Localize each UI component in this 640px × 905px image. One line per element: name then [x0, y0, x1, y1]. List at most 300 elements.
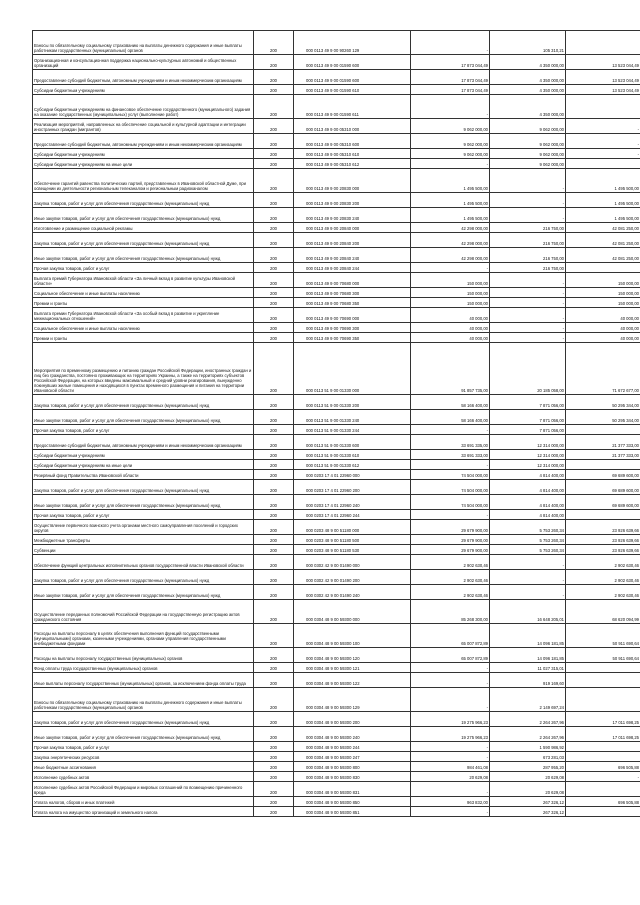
row-approved-cell: 33 691 333,00 — [411, 450, 490, 460]
row-executed-cell: 2 264 267,96 — [490, 727, 566, 742]
row-kbk-cell: 000 0203 48 9 00 51180 500 — [294, 535, 411, 545]
row-remaining-cell: 69 689 600,00 — [566, 495, 640, 510]
row-approved-cell: 33 691 335,00 — [411, 435, 490, 450]
row-remaining-cell: 42 081 250,00 — [566, 248, 640, 263]
row-name-cell: Взносы по обязательному социальному страхованию на выплаты денежного содержания и иные выплаты работникам государственных (муниципальных) органов — [33, 31, 254, 55]
row-kbk-cell: 000 0304 48 9 00 59300 800 — [294, 762, 411, 772]
row-code-cell: 200 — [254, 273, 294, 288]
row-approved-cell: 20 629,08 — [411, 772, 490, 782]
row-kbk-cell: 000 0113 51 9 00 01330 240 — [294, 410, 411, 425]
table-row — [33, 159, 640, 169]
row-remaining-cell: 2 902 630,46 — [566, 585, 640, 600]
row-code-cell: 200 — [254, 85, 294, 95]
row-approved-cell: - — [411, 752, 490, 762]
table-row — [33, 585, 640, 600]
row-remaining-cell: 1 495 500,00 — [566, 208, 640, 223]
row-name-cell: Исполнение судебных актов Российской Федерации и мировых соглашений по возмещению причиненного вреда — [33, 782, 254, 797]
row-name-cell: Уплата налога на имущество организаций и земельного налога — [33, 807, 254, 817]
row-code-cell: 200 — [254, 343, 294, 395]
row-remaining-cell: 17 011 698,25 — [566, 727, 640, 742]
table-row — [33, 673, 640, 688]
table-row — [33, 555, 640, 570]
row-executed-cell: - — [490, 570, 566, 585]
table-row — [33, 95, 640, 119]
row-remaining-cell — [566, 460, 640, 470]
row-kbk-cell: 000 0113 49 9 00 90260 129 — [294, 31, 411, 55]
row-executed-cell: 7 871 056,00 — [490, 410, 566, 425]
row-kbk-cell: 000 0113 49 9 00 70680 000 — [294, 273, 411, 288]
row-remaining-cell: 150 000,00 — [566, 298, 640, 308]
row-kbk-cell: 000 0302 42 9 00 01490 000 — [294, 555, 411, 570]
table-row — [33, 807, 640, 817]
row-remaining-cell: 69 689 600,00 — [566, 470, 640, 480]
row-code-cell: 200 — [254, 298, 294, 308]
row-approved-cell: - — [411, 263, 490, 273]
row-executed-cell: 216 750,00 — [490, 233, 566, 248]
row-approved-cell: 74 504 000,00 — [411, 495, 490, 510]
table-row — [33, 193, 640, 208]
row-approved-cell: 9 062 000,00 — [411, 149, 490, 159]
row-executed-cell: 9 062 000,00 — [490, 149, 566, 159]
row-approved-cell: 150 000,00 — [411, 298, 490, 308]
row-kbk-cell: 000 0113 49 9 00 01590 611 — [294, 95, 411, 119]
row-kbk-cell: 000 0203 17 4 01 22960 240 — [294, 495, 411, 510]
row-code-cell: 200 — [254, 752, 294, 762]
row-code-cell: 200 — [254, 119, 294, 134]
row-kbk-cell: 000 0304 48 9 00 59300 851 — [294, 807, 411, 817]
table-row — [33, 263, 640, 273]
row-name-cell: Фонд оплаты труда государственных (муниципальных) органов — [33, 663, 254, 673]
row-name-cell: Предоставление субсидий бюджетным, автономным учреждениям и иным некоммерческим организациям — [33, 134, 254, 149]
table-row — [33, 298, 640, 308]
row-code-cell: 200 — [254, 495, 294, 510]
table-row — [33, 624, 640, 648]
table-row — [33, 223, 640, 233]
row-executed-cell: - — [490, 193, 566, 208]
row-name-cell: Иные закупки товаров, работ и услуг для обеспечения государственных (муниципальных) нужд — [33, 248, 254, 263]
row-approved-cell: 963 832,00 — [411, 797, 490, 807]
row-code-cell: 200 — [254, 535, 294, 545]
row-name-cell: Премии и гранты — [33, 298, 254, 308]
row-name-cell: Межбюджетные трансферты — [33, 535, 254, 545]
row-code-cell: 200 — [254, 425, 294, 435]
row-executed-cell: 20 185 058,00 — [490, 343, 566, 395]
row-remaining-cell: 50 295 344,00 — [566, 395, 640, 410]
row-executed-cell: 4 350 000,00 — [490, 70, 566, 85]
row-remaining-cell: 13 523 044,49 — [566, 85, 640, 95]
row-code-cell: 200 — [254, 169, 294, 193]
row-code-cell: 200 — [254, 134, 294, 149]
table-row — [33, 742, 640, 752]
row-approved-cell: 9 062 000,00 — [411, 134, 490, 149]
row-name-cell: Субвенции — [33, 545, 254, 555]
row-executed-cell: 20 629,08 — [490, 782, 566, 797]
row-name-cell: Прочая закупка товаров, работ и услуг — [33, 742, 254, 752]
budget-execution-table — [32, 30, 640, 817]
row-remaining-cell: 40 000,00 — [566, 333, 640, 343]
row-approved-cell: 2 902 630,46 — [411, 555, 490, 570]
row-name-cell: Осуществление первичного воинского учета органами местного самоуправления поселений и городских округов — [33, 520, 254, 535]
row-code-cell: 200 — [254, 570, 294, 585]
row-kbk-cell: 000 0304 48 9 00 59300 129 — [294, 688, 411, 712]
row-kbk-cell: 000 0113 49 9 00 20840 200 — [294, 233, 411, 248]
row-code-cell: 200 — [254, 470, 294, 480]
row-approved-cell: 42 298 000,00 — [411, 223, 490, 233]
row-name-cell: Закупка товаров, работ и услуг для обеспечения государственных (муниципальных) нужд — [33, 193, 254, 208]
row-name-cell: Закупка товаров, работ и услуг для обеспечения государственных (муниципальных) нужд — [33, 233, 254, 248]
table-row — [33, 435, 640, 450]
row-approved-cell: 984 461,08 — [411, 762, 490, 772]
row-remaining-cell: 17 011 698,25 — [566, 712, 640, 727]
row-kbk-cell: 000 0304 48 9 00 59300 831 — [294, 782, 411, 797]
table-row — [33, 208, 640, 223]
row-remaining-cell — [566, 510, 640, 520]
row-name-cell: Субсидии бюджетным учреждениям на иные цели — [33, 460, 254, 470]
row-name-cell: Закупка энергетических ресурсов — [33, 752, 254, 762]
row-code-cell: 200 — [254, 762, 294, 772]
row-remaining-cell — [566, 673, 640, 688]
row-approved-cell: - — [411, 425, 490, 435]
table-row — [33, 308, 640, 323]
row-remaining-cell — [566, 742, 640, 752]
row-executed-cell: 267 326,12 — [490, 797, 566, 807]
row-name-cell: Иные закупки товаров, работ и услуг для обеспечения государственных (муниципальных) нужд — [33, 495, 254, 510]
row-code-cell: 200 — [254, 545, 294, 555]
row-code-cell: 200 — [254, 772, 294, 782]
row-remaining-cell — [566, 663, 640, 673]
row-executed-cell: - — [490, 585, 566, 600]
row-code-cell: 200 — [254, 95, 294, 119]
row-approved-cell: 85 268 300,00 — [411, 600, 490, 624]
table-row — [33, 31, 640, 55]
row-kbk-cell: 000 0304 48 9 00 59300 850 — [294, 797, 411, 807]
row-name-cell: Иные закупки товаров, работ и услуг для обеспечения государственных (муниципальных) нужд — [33, 585, 254, 600]
table-row — [33, 772, 640, 782]
row-kbk-cell: 000 0302 42 9 00 01490 240 — [294, 585, 411, 600]
row-approved-cell: 29 679 900,00 — [411, 520, 490, 535]
row-executed-cell: 216 750,00 — [490, 248, 566, 263]
table-row — [33, 663, 640, 673]
row-approved-cell: 65 007 872,89 — [411, 624, 490, 648]
row-executed-cell: 5 753 260,34 — [490, 520, 566, 535]
row-approved-cell: - — [411, 688, 490, 712]
row-executed-cell: - — [490, 555, 566, 570]
row-remaining-cell — [566, 31, 640, 55]
row-executed-cell: 4 350 000,00 — [490, 85, 566, 95]
row-name-cell: Закупка товаров, работ и услуг для обеспечения государственных (муниципальных) нужд — [33, 712, 254, 727]
table-row — [33, 570, 640, 585]
row-approved-cell: - — [411, 807, 490, 817]
row-kbk-cell: 000 0304 48 9 00 59300 200 — [294, 712, 411, 727]
row-kbk-cell: 000 0304 48 9 00 59300 240 — [294, 727, 411, 742]
row-remaining-cell — [566, 95, 640, 119]
row-approved-cell: 17 873 044,49 — [411, 85, 490, 95]
row-kbk-cell: 000 0304 48 9 00 59300 120 — [294, 648, 411, 663]
row-remaining-cell — [566, 688, 640, 712]
row-code-cell: 200 — [254, 600, 294, 624]
row-code-cell: 200 — [254, 450, 294, 460]
row-remaining-cell: 42 081 250,00 — [566, 233, 640, 248]
row-code-cell: 200 — [254, 688, 294, 712]
row-code-cell: 200 — [254, 742, 294, 752]
table-row — [33, 480, 640, 495]
row-remaining-cell: 696 505,88 — [566, 797, 640, 807]
row-kbk-cell: 000 0113 49 9 00 20840 000 — [294, 223, 411, 233]
table-row — [33, 762, 640, 772]
row-code-cell: 200 — [254, 159, 294, 169]
row-name-cell: Мероприятия по временному размещению и питанию граждан Российской Федерации, иностранных граждан и лиц без гражданства, постоянно проживающих на территориях Украины, а также на территориях субъектов Российской Федерации, на которых введены максимальный и средний уровни реагирования, вынужденно покинувших жилые помещения и находящихся в пунктах временного размещения и питания на территории Ивановской области — [33, 343, 254, 395]
row-name-cell: Иные закупки товаров, работ и услуг для обеспечения государственных (муниципальных) нужд — [33, 208, 254, 223]
row-executed-cell: 9 062 000,00 — [490, 159, 566, 169]
row-kbk-cell: 000 0113 51 9 00 01330 000 — [294, 343, 411, 395]
row-kbk-cell: 000 0304 48 9 00 59300 121 — [294, 663, 411, 673]
row-code-cell: 200 — [254, 480, 294, 495]
row-kbk-cell: 000 0113 51 9 00 01330 200 — [294, 395, 411, 410]
row-remaining-cell: - — [566, 134, 640, 149]
row-remaining-cell: 2 902 630,46 — [566, 555, 640, 570]
table-row — [33, 248, 640, 263]
row-code-cell: 200 — [254, 727, 294, 742]
row-code-cell: 200 — [254, 648, 294, 663]
row-executed-cell: 5 753 260,34 — [490, 535, 566, 545]
table-row — [33, 535, 640, 545]
row-executed-cell: 7 871 056,00 — [490, 425, 566, 435]
row-code-cell: 200 — [254, 797, 294, 807]
row-name-cell: Расходы на выплаты персоналу государственных (муниципальных) органов — [33, 648, 254, 663]
row-approved-cell: 42 298 000,00 — [411, 233, 490, 248]
row-remaining-cell — [566, 752, 640, 762]
row-remaining-cell: 13 523 044,49 — [566, 70, 640, 85]
row-approved-cell: 1 495 500,00 — [411, 208, 490, 223]
row-approved-cell: 58 166 400,00 — [411, 395, 490, 410]
row-code-cell: 200 — [254, 333, 294, 343]
row-executed-cell: 12 314 000,00 — [490, 460, 566, 470]
row-kbk-cell: 000 0113 49 9 00 70690 300 — [294, 323, 411, 333]
table-row — [33, 233, 640, 248]
table-row — [33, 343, 640, 395]
row-approved-cell: - — [411, 95, 490, 119]
table-row — [33, 323, 640, 333]
table-row — [33, 425, 640, 435]
row-code-cell: 200 — [254, 248, 294, 263]
row-name-cell: Прочая закупка товаров, работ и услуг — [33, 425, 254, 435]
row-remaining-cell: - — [566, 119, 640, 134]
row-approved-cell: - — [411, 663, 490, 673]
table-row — [33, 520, 640, 535]
table-row — [33, 134, 640, 149]
row-remaining-cell — [566, 807, 640, 817]
row-name-cell: Иные выплаты персоналу государственных (муниципальных) органов, за исключением фонда оплаты труда — [33, 673, 254, 688]
row-remaining-cell: 21 377 333,00 — [566, 435, 640, 450]
row-remaining-cell: - — [566, 772, 640, 782]
row-approved-cell: - — [411, 782, 490, 797]
row-kbk-cell: 000 0113 49 9 00 20840 244 — [294, 263, 411, 273]
row-executed-cell: 12 314 000,00 — [490, 435, 566, 450]
row-executed-cell: 14 096 181,85 — [490, 624, 566, 648]
row-approved-cell: 19 275 966,23 — [411, 727, 490, 742]
row-code-cell: 200 — [254, 624, 294, 648]
table-row — [33, 169, 640, 193]
row-remaining-cell: 50 911 690,64 — [566, 648, 640, 663]
row-name-cell: Иные закупки товаров, работ и услуг для обеспечения государственных (муниципальных) нужд — [33, 727, 254, 742]
row-name-cell: Закупка товаров, работ и услуг для обеспечения государственных (муниципальных) нужд — [33, 570, 254, 585]
row-name-cell: Обеспечение гарантий равенства политических партий, представленных в Ивановской областной Думе, при освещении их деятельности региональным телеканалом и региональным радиоканалом — [33, 169, 254, 193]
row-name-cell: Социальное обеспечение и иные выплаты населению — [33, 323, 254, 333]
row-approved-cell: 91 857 735,00 — [411, 343, 490, 395]
row-name-cell: Исполнение судебных актов — [33, 772, 254, 782]
row-name-cell: Субсидии бюджетным учреждениям — [33, 149, 254, 159]
row-remaining-cell — [566, 782, 640, 797]
row-name-cell: Прочая закупка товаров, работ и услуг — [33, 263, 254, 273]
row-remaining-cell: 13 523 044,49 — [566, 55, 640, 70]
row-approved-cell: 29 679 900,00 — [411, 545, 490, 555]
row-executed-cell: 4 814 400,00 — [490, 480, 566, 495]
row-kbk-cell: 000 0304 48 9 00 59300 247 — [294, 752, 411, 762]
row-name-cell: Расходы на выплаты персоналу в целях обеспечения выполнения функций государственными (муниципальными) органами, казенными учреждениями, органами управления государственными внебюджетными фондами — [33, 624, 254, 648]
row-code-cell: 200 — [254, 585, 294, 600]
row-approved-cell: 2 902 630,46 — [411, 570, 490, 585]
row-approved-cell: 58 166 400,00 — [411, 410, 490, 425]
row-approved-cell: 19 275 966,23 — [411, 712, 490, 727]
row-executed-cell: 9 062 000,00 — [490, 134, 566, 149]
row-name-cell: Взносы по обязательному социальному страхованию на выплаты денежного содержания и иные выплаты работникам государственных (муниципальных) органов — [33, 688, 254, 712]
table-row — [33, 495, 640, 510]
table-row — [33, 149, 640, 159]
table-row — [33, 410, 640, 425]
row-approved-cell: 74 504 000,00 — [411, 480, 490, 495]
row-remaining-cell: 68 620 094,99 — [566, 600, 640, 624]
row-name-cell: Обеспечение функций центральных исполнительных органов государственной власти Ивановской области — [33, 555, 254, 570]
row-code-cell: 200 — [254, 223, 294, 233]
row-code-cell: 200 — [254, 807, 294, 817]
row-code-cell: 200 — [254, 233, 294, 248]
row-name-cell: Выплата премии Губернатора Ивановской области «За особый вклад в развитие и укрепление межнациональных отношений» — [33, 308, 254, 323]
row-approved-cell: 150 000,00 — [411, 273, 490, 288]
row-remaining-cell — [566, 425, 640, 435]
row-name-cell: Субсидии бюджетным учреждениям на иные цели — [33, 159, 254, 169]
row-name-cell: Субсидии бюджетным учреждениям — [33, 450, 254, 460]
row-code-cell: 200 — [254, 510, 294, 520]
row-kbk-cell: 000 0113 49 9 00 20830 240 — [294, 208, 411, 223]
table-row — [33, 727, 640, 742]
row-remaining-cell: 1 495 500,00 — [566, 193, 640, 208]
row-executed-cell: 216 750,00 — [490, 223, 566, 233]
row-code-cell: 200 — [254, 70, 294, 85]
row-remaining-cell: 50 911 690,64 — [566, 624, 640, 648]
row-executed-cell: 5 753 260,34 — [490, 545, 566, 555]
row-remaining-cell: 23 926 639,66 — [566, 535, 640, 545]
row-remaining-cell: 2 902 630,46 — [566, 570, 640, 585]
row-kbk-cell: 000 0203 17 4 01 22960 000 — [294, 470, 411, 480]
row-kbk-cell: 000 0113 49 9 00 20830 000 — [294, 169, 411, 193]
row-name-cell: Реализация мероприятий, направленных на обеспечение социальной и культурной адаптации и интеграции иностранных граждан (мигрантов) — [33, 119, 254, 134]
row-code-cell: 200 — [254, 555, 294, 570]
row-name-cell: Уплата налогов, сборов и иных платежей — [33, 797, 254, 807]
row-kbk-cell: 000 0304 48 9 00 59300 122 — [294, 673, 411, 688]
row-kbk-cell: 000 0113 49 9 00 05310 612 — [294, 159, 411, 169]
row-remaining-cell: 71 672 677,00 — [566, 343, 640, 395]
row-kbk-cell: 000 0113 49 9 00 70680 350 — [294, 298, 411, 308]
row-code-cell: 200 — [254, 520, 294, 535]
row-executed-cell: - — [490, 308, 566, 323]
row-executed-cell: 1 590 986,92 — [490, 742, 566, 752]
row-executed-cell: - — [490, 323, 566, 333]
row-approved-cell: - — [411, 673, 490, 688]
row-executed-cell: 20 629,08 — [490, 772, 566, 782]
table-row — [33, 797, 640, 807]
row-code-cell: 200 — [254, 782, 294, 797]
table-row — [33, 85, 640, 95]
row-approved-cell: 40 000,00 — [411, 308, 490, 323]
table-row — [33, 55, 640, 70]
row-approved-cell: 40 000,00 — [411, 333, 490, 343]
row-approved-cell: - — [411, 510, 490, 520]
row-approved-cell: 17 873 044,49 — [411, 55, 490, 70]
row-executed-cell: - — [490, 273, 566, 288]
row-kbk-cell: 000 0113 51 9 00 01330 610 — [294, 450, 411, 460]
row-executed-cell: - — [490, 298, 566, 308]
row-remaining-cell: - — [566, 149, 640, 159]
table-row — [33, 470, 640, 480]
row-approved-cell: - — [411, 31, 490, 55]
row-remaining-cell: 40 000,00 — [566, 323, 640, 333]
row-kbk-cell: 000 0113 49 9 00 01590 600 — [294, 70, 411, 85]
row-code-cell: 200 — [254, 460, 294, 470]
table-row — [33, 450, 640, 460]
row-code-cell: 200 — [254, 31, 294, 55]
row-name-cell: Выплата премий Губернатора Ивановской области «За личный вклад в развитие культуры Ивановской области» — [33, 273, 254, 288]
row-approved-cell: 29 679 900,00 — [411, 535, 490, 545]
row-remaining-cell: 50 295 344,00 — [566, 410, 640, 425]
table-row — [33, 600, 640, 624]
row-name-cell: Резервный фонд Правительства Ивановской области — [33, 470, 254, 480]
row-remaining-cell: 23 926 639,66 — [566, 520, 640, 535]
row-code-cell: 200 — [254, 663, 294, 673]
row-code-cell: 200 — [254, 395, 294, 410]
row-executed-cell: 673 281,03 — [490, 752, 566, 762]
row-executed-cell: 11 027 315,01 — [490, 663, 566, 673]
row-kbk-cell: 000 0203 48 9 00 51180 530 — [294, 545, 411, 555]
table-row — [33, 688, 640, 712]
table-row — [33, 333, 640, 343]
row-kbk-cell: 000 0113 49 9 00 70680 300 — [294, 288, 411, 298]
row-approved-cell: 9 062 000,00 — [411, 119, 490, 134]
table-row — [33, 273, 640, 288]
row-code-cell: 200 — [254, 193, 294, 208]
row-approved-cell: 17 873 044,49 — [411, 70, 490, 85]
row-approved-cell: - — [411, 742, 490, 752]
row-code-cell: 200 — [254, 288, 294, 298]
row-name-cell: Закупка товаров, работ и услуг для обеспечения государственных (муниципальных) нужд — [33, 480, 254, 495]
row-remaining-cell: 1 495 500,00 — [566, 169, 640, 193]
row-approved-cell: 2 902 630,46 — [411, 585, 490, 600]
row-executed-cell: 2 264 267,96 — [490, 712, 566, 727]
row-kbk-cell: 000 0113 49 9 00 01590 610 — [294, 85, 411, 95]
row-executed-cell: 16 648 205,01 — [490, 600, 566, 624]
row-approved-cell: 40 000,00 — [411, 323, 490, 333]
row-kbk-cell: 000 0304 48 9 00 59300 244 — [294, 742, 411, 752]
row-name-cell: Социальное обеспечение и иные выплаты населению — [33, 288, 254, 298]
row-remaining-cell: 23 926 639,66 — [566, 545, 640, 555]
row-name-cell: Субсидии бюджетным учреждениям — [33, 85, 254, 95]
row-kbk-cell: 000 0203 17 4 01 22960 244 — [294, 510, 411, 520]
row-executed-cell: 7 871 056,00 — [490, 395, 566, 410]
table-row — [33, 510, 640, 520]
table-row — [33, 460, 640, 470]
row-kbk-cell: 000 0113 49 9 00 20830 200 — [294, 193, 411, 208]
row-name-cell: Прочая закупка товаров, работ и услуг — [33, 510, 254, 520]
row-name-cell: Закупка товаров, работ и услуг для обеспечения государственных (муниципальных) нужд — [33, 395, 254, 410]
